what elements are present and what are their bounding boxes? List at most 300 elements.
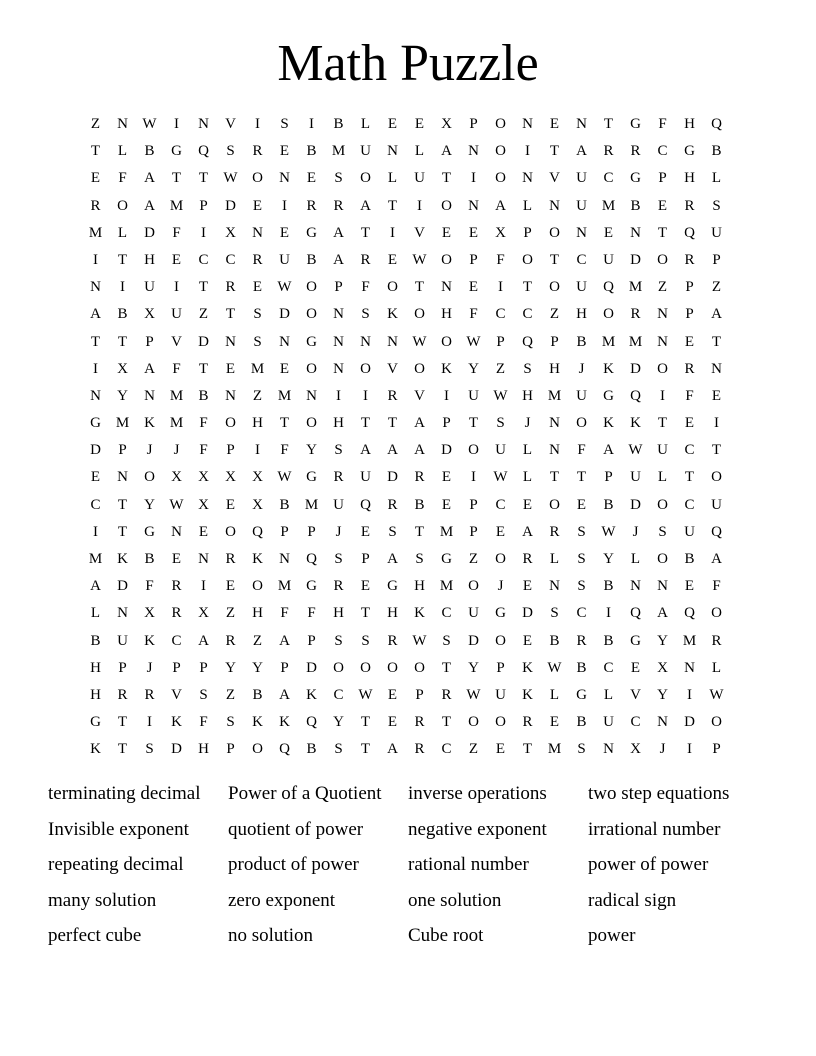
grid-letter[interactable]: R — [171, 578, 182, 595]
grid-letter[interactable]: R — [441, 686, 452, 703]
grid-letter[interactable]: E — [306, 170, 317, 187]
grid-letter[interactable]: G — [630, 170, 641, 187]
grid-letter[interactable]: P — [685, 306, 694, 323]
grid-letter[interactable]: R — [630, 306, 641, 323]
grid-letter[interactable]: N — [441, 279, 452, 296]
grid-letter[interactable]: U — [468, 387, 479, 404]
grid-letter[interactable]: N — [711, 360, 722, 377]
grid-letter[interactable]: J — [335, 523, 342, 540]
grid-letter[interactable]: R — [333, 197, 344, 214]
grid-letter[interactable]: N — [252, 224, 263, 241]
grid-letter[interactable]: O — [360, 170, 371, 187]
grid-letter[interactable]: Q — [603, 279, 614, 296]
grid-letter[interactable]: O — [306, 360, 317, 377]
grid-letter[interactable]: F — [118, 170, 127, 187]
grid-letter[interactable]: F — [685, 387, 694, 404]
grid-letter[interactable]: C — [603, 659, 614, 676]
grid-letter[interactable]: M — [628, 333, 643, 350]
grid-letter[interactable]: T — [360, 741, 371, 758]
grid-letter[interactable]: Z — [468, 741, 479, 758]
grid-letter[interactable]: T — [225, 306, 236, 323]
grid-letter[interactable]: T — [657, 415, 668, 432]
grid-letter[interactable]: E — [711, 387, 722, 404]
grid-letter[interactable]: Z — [468, 551, 479, 567]
grid-letter[interactable]: A — [603, 442, 614, 459]
grid-letter[interactable]: K — [603, 360, 614, 377]
grid-letter[interactable]: K — [252, 551, 263, 567]
grid-letter[interactable]: W — [493, 469, 508, 486]
grid-letter[interactable]: D — [630, 496, 641, 513]
grid-letter[interactable]: S — [361, 632, 370, 649]
grid-letter[interactable]: N — [279, 170, 290, 187]
grid-letter[interactable]: O — [387, 659, 398, 676]
grid-letter[interactable]: Q — [252, 523, 263, 540]
grid-letter[interactable]: C — [657, 143, 668, 160]
grid-letter[interactable]: O — [468, 442, 479, 459]
grid-letter[interactable]: C — [171, 632, 182, 649]
grid-letter[interactable]: U — [711, 224, 722, 241]
grid-letter[interactable]: F — [577, 442, 586, 459]
grid-letter[interactable]: G — [90, 714, 101, 731]
grid-letter[interactable]: M — [547, 741, 562, 758]
grid-letter[interactable]: X — [225, 224, 236, 241]
grid-letter[interactable]: K — [117, 551, 128, 567]
grid-letter[interactable]: N — [657, 306, 668, 323]
grid-letter[interactable]: R — [414, 714, 425, 731]
grid-letter[interactable]: T — [414, 279, 425, 296]
grid-letter[interactable]: P — [280, 659, 289, 676]
grid-letter[interactable]: J — [497, 578, 504, 595]
grid-letter[interactable]: A — [144, 360, 155, 377]
grid-letter[interactable]: E — [468, 279, 479, 296]
grid-letter[interactable]: E — [441, 469, 452, 486]
grid-letter[interactable]: P — [145, 333, 154, 350]
grid-letter[interactable]: E — [441, 224, 452, 241]
grid-letter[interactable]: S — [253, 306, 262, 323]
grid-letter[interactable]: P — [172, 659, 181, 676]
grid-letter[interactable]: Y — [144, 496, 155, 513]
grid-letter[interactable]: A — [414, 415, 425, 432]
grid-letter[interactable]: S — [388, 523, 397, 540]
grid-letter[interactable]: T — [387, 415, 398, 432]
grid-letter[interactable]: N — [522, 116, 533, 132]
grid-letter[interactable]: L — [549, 551, 560, 567]
grid-letter[interactable]: T — [441, 714, 452, 731]
grid-letter[interactable]: O — [414, 306, 425, 323]
grid-letter[interactable]: G — [576, 686, 587, 703]
grid-letter[interactable]: R — [603, 143, 614, 160]
grid-letter[interactable]: O — [225, 523, 236, 540]
grid-letter[interactable]: X — [630, 741, 641, 758]
grid-letter[interactable]: D — [198, 333, 209, 350]
grid-letter[interactable]: L — [522, 442, 533, 459]
grid-letter[interactable]: O — [495, 116, 506, 132]
grid-letter[interactable]: P — [685, 279, 694, 296]
grid-letter[interactable]: M — [601, 333, 616, 350]
grid-letter[interactable]: G — [306, 333, 317, 350]
grid-letter[interactable]: H — [144, 251, 155, 268]
grid-letter[interactable]: N — [549, 197, 560, 214]
grid-letter[interactable]: T — [549, 469, 560, 486]
grid-letter[interactable]: O — [306, 306, 317, 323]
grid-letter[interactable]: N — [117, 605, 128, 622]
grid-letter[interactable]: S — [577, 551, 586, 567]
grid-letter[interactable]: I — [390, 224, 395, 241]
grid-letter[interactable]: O — [306, 279, 317, 296]
grid-letter[interactable]: L — [117, 224, 128, 241]
grid-letter[interactable]: L — [117, 143, 128, 160]
grid-letter[interactable]: I — [93, 523, 98, 540]
grid-letter[interactable]: N — [657, 714, 668, 731]
grid-letter[interactable]: O — [225, 415, 236, 432]
grid-letter[interactable]: P — [280, 523, 289, 540]
grid-letter[interactable]: Y — [468, 659, 479, 676]
grid-letter[interactable]: O — [441, 333, 452, 350]
grid-letter[interactable]: M — [169, 197, 184, 214]
grid-letter[interactable]: R — [225, 279, 236, 296]
grid-letter[interactable]: C — [576, 251, 587, 268]
grid-letter[interactable]: T — [360, 605, 371, 622]
grid-letter[interactable]: I — [93, 251, 98, 268]
grid-letter[interactable]: P — [118, 659, 127, 676]
grid-letter[interactable]: C — [630, 714, 641, 731]
grid-letter[interactable]: P — [496, 333, 505, 350]
grid-letter[interactable]: Y — [657, 632, 668, 649]
grid-letter[interactable]: E — [522, 578, 533, 595]
grid-letter[interactable]: N — [171, 523, 182, 540]
grid-letter[interactable]: H — [90, 686, 101, 703]
grid-letter[interactable]: E — [225, 360, 236, 377]
grid-letter[interactable]: Q — [684, 605, 695, 622]
grid-letter[interactable]: A — [144, 197, 155, 214]
grid-letter[interactable]: E — [576, 496, 587, 513]
grid-letter[interactable]: X — [198, 469, 209, 486]
grid-letter[interactable]: N — [90, 387, 101, 404]
grid-letter[interactable]: O — [117, 197, 128, 214]
grid-letter[interactable]: Z — [198, 306, 209, 323]
grid-letter[interactable]: S — [334, 551, 343, 567]
grid-letter[interactable]: Y — [306, 442, 317, 459]
grid-letter[interactable]: U — [414, 170, 425, 187]
grid-letter[interactable]: S — [415, 551, 424, 567]
grid-letter[interactable]: N — [657, 333, 668, 350]
grid-letter[interactable]: R — [522, 551, 533, 567]
grid-letter[interactable]: O — [387, 279, 398, 296]
grid-letter[interactable]: F — [199, 415, 208, 432]
grid-letter[interactable]: N — [198, 551, 209, 567]
grid-letter[interactable]: R — [576, 632, 587, 649]
grid-letter[interactable]: W — [709, 686, 724, 703]
grid-letter[interactable]: N — [225, 387, 236, 404]
grid-letter[interactable]: K — [603, 415, 614, 432]
grid-letter[interactable]: W — [628, 442, 643, 459]
grid-letter[interactable]: I — [93, 360, 98, 377]
grid-letter[interactable]: U — [603, 714, 614, 731]
grid-letter[interactable]: R — [387, 632, 398, 649]
grid-letter[interactable]: N — [630, 224, 641, 241]
grid-letter[interactable]: B — [279, 496, 290, 513]
grid-letter[interactable]: D — [387, 469, 398, 486]
grid-letter[interactable]: N — [144, 387, 155, 404]
grid-letter[interactable]: B — [414, 496, 425, 513]
grid-letter[interactable]: X — [441, 116, 452, 132]
grid-letter[interactable]: N — [333, 360, 344, 377]
grid-letter[interactable]: Y — [333, 714, 344, 731]
grid-letter[interactable]: X — [171, 469, 182, 486]
grid-letter[interactable]: N — [468, 197, 479, 214]
grid-letter[interactable]: O — [414, 360, 425, 377]
grid-letter[interactable]: H — [252, 605, 263, 622]
grid-letter[interactable]: I — [417, 197, 422, 214]
grid-letter[interactable]: H — [387, 605, 398, 622]
grid-letter[interactable]: Q — [684, 224, 695, 241]
grid-letter[interactable]: X — [657, 659, 668, 676]
grid-letter[interactable]: O — [360, 659, 371, 676]
grid-letter[interactable]: R — [414, 469, 425, 486]
grid-letter[interactable]: N — [90, 279, 101, 296]
grid-letter[interactable]: E — [387, 686, 398, 703]
grid-letter[interactable]: G — [684, 143, 695, 160]
grid-letter[interactable]: Q — [360, 496, 371, 513]
grid-letter[interactable]: U — [684, 523, 695, 540]
grid-letter[interactable]: D — [468, 632, 479, 649]
grid-letter[interactable]: Y — [252, 659, 263, 676]
grid-letter[interactable]: N — [387, 333, 398, 350]
grid-letter[interactable]: N — [117, 116, 128, 132]
grid-letter[interactable]: E — [387, 714, 398, 731]
grid-letter[interactable]: M — [277, 578, 292, 595]
grid-letter[interactable]: R — [684, 197, 695, 214]
grid-letter[interactable]: V — [171, 333, 182, 350]
grid-letter[interactable]: D — [306, 659, 317, 676]
grid-letter[interactable]: O — [495, 551, 506, 567]
grid-letter[interactable]: K — [144, 415, 155, 432]
grid-letter[interactable]: S — [145, 741, 154, 758]
grid-letter[interactable]: U — [171, 306, 182, 323]
grid-letter[interactable]: W — [493, 387, 508, 404]
grid-letter[interactable]: A — [360, 197, 371, 214]
grid-letter[interactable]: R — [333, 578, 344, 595]
grid-letter[interactable]: A — [333, 224, 344, 241]
grid-letter[interactable]: S — [658, 523, 667, 540]
grid-letter[interactable]: D — [279, 306, 290, 323]
grid-letter[interactable]: T — [657, 224, 668, 241]
grid-letter[interactable]: K — [414, 605, 425, 622]
grid-letter[interactable]: O — [468, 714, 479, 731]
grid-letter[interactable]: T — [468, 415, 479, 432]
grid-letter[interactable]: M — [331, 143, 346, 160]
grid-letter[interactable]: B — [90, 632, 101, 649]
grid-letter[interactable]: K — [387, 306, 398, 323]
grid-letter[interactable]: S — [577, 523, 586, 540]
grid-letter[interactable]: X — [198, 605, 209, 622]
grid-letter[interactable]: I — [498, 279, 503, 296]
grid-letter[interactable]: G — [603, 387, 614, 404]
grid-letter[interactable]: R — [117, 686, 128, 703]
grid-letter[interactable]: I — [282, 197, 287, 214]
grid-letter[interactable]: L — [522, 469, 533, 486]
grid-letter[interactable]: X — [225, 469, 236, 486]
grid-letter[interactable]: H — [549, 360, 560, 377]
grid-letter[interactable]: A — [144, 170, 155, 187]
grid-letter[interactable]: R — [225, 551, 236, 567]
grid-letter[interactable]: F — [658, 116, 667, 132]
grid-letter[interactable]: E — [684, 333, 695, 350]
grid-letter[interactable]: T — [198, 360, 209, 377]
grid-letter[interactable]: A — [387, 551, 398, 567]
grid-letter[interactable]: I — [660, 387, 665, 404]
grid-letter[interactable]: R — [144, 686, 155, 703]
grid-letter[interactable]: L — [387, 170, 398, 187]
grid-letter[interactable]: J — [146, 659, 153, 676]
grid-letter[interactable]: T — [360, 224, 371, 241]
grid-letter[interactable]: C — [198, 251, 209, 268]
grid-letter[interactable]: P — [226, 741, 235, 758]
grid-letter[interactable]: T — [711, 442, 722, 459]
grid-letter[interactable]: S — [577, 578, 586, 595]
grid-letter[interactable]: T — [90, 143, 101, 160]
grid-letter[interactable]: N — [549, 442, 560, 459]
grid-letter[interactable]: B — [333, 116, 344, 132]
grid-letter[interactable]: D — [171, 741, 182, 758]
grid-letter[interactable]: T — [117, 714, 128, 731]
grid-letter[interactable]: P — [469, 251, 478, 268]
grid-letter[interactable]: D — [630, 251, 641, 268]
grid-letter[interactable]: R — [360, 251, 371, 268]
grid-letter[interactable]: G — [630, 116, 641, 132]
grid-letter[interactable]: T — [522, 279, 533, 296]
grid-letter[interactable]: F — [199, 442, 208, 459]
grid-letter[interactable]: M — [439, 523, 454, 540]
grid-letter[interactable]: P — [550, 333, 559, 350]
grid-letter[interactable]: B — [198, 387, 209, 404]
grid-letter[interactable]: W — [358, 686, 373, 703]
grid-letter[interactable]: R — [306, 197, 317, 214]
grid-letter[interactable]: V — [414, 224, 425, 241]
grid-letter[interactable]: H — [198, 741, 209, 758]
grid-letter[interactable]: E — [684, 578, 695, 595]
grid-letter[interactable]: Z — [495, 360, 506, 377]
grid-letter[interactable]: O — [657, 251, 668, 268]
grid-letter[interactable]: F — [172, 224, 181, 241]
grid-letter[interactable]: B — [576, 714, 587, 731]
grid-letter[interactable]: E — [171, 251, 182, 268]
grid-letter[interactable]: P — [658, 170, 667, 187]
grid-letter[interactable]: R — [711, 632, 722, 649]
grid-letter[interactable]: Y — [117, 387, 128, 404]
grid-letter[interactable]: D — [90, 442, 101, 459]
grid-letter[interactable]: E — [630, 659, 641, 676]
grid-letter[interactable]: W — [601, 523, 616, 540]
grid-letter[interactable]: Z — [657, 279, 668, 296]
grid-letter[interactable]: Q — [306, 714, 317, 731]
grid-letter[interactable]: S — [577, 741, 586, 758]
grid-letter[interactable]: Q — [630, 387, 641, 404]
grid-letter[interactable]: R — [684, 251, 695, 268]
grid-letter[interactable]: O — [360, 360, 371, 377]
grid-letter[interactable]: L — [630, 551, 641, 567]
grid-letter[interactable]: Z — [252, 387, 263, 404]
grid-letter[interactable]: P — [604, 469, 613, 486]
grid-letter[interactable]: S — [496, 415, 505, 432]
grid-letter[interactable]: E — [495, 523, 506, 540]
grid-letter[interactable]: D — [522, 605, 533, 622]
grid-letter[interactable]: E — [225, 496, 236, 513]
grid-letter[interactable]: T — [441, 170, 452, 187]
grid-letter[interactable]: E — [441, 496, 452, 513]
grid-letter[interactable]: N — [306, 387, 317, 404]
grid-letter[interactable]: T — [117, 251, 128, 268]
grid-letter[interactable]: K — [279, 714, 290, 731]
grid-letter[interactable]: F — [361, 279, 370, 296]
grid-letter[interactable]: E — [549, 714, 560, 731]
grid-letter[interactable]: P — [307, 632, 316, 649]
grid-letter[interactable]: A — [198, 632, 209, 649]
grid-letter[interactable]: C — [576, 605, 587, 622]
grid-letter[interactable]: T — [522, 741, 533, 758]
grid-letter[interactable]: X — [144, 605, 155, 622]
grid-letter[interactable]: G — [630, 632, 641, 649]
grid-letter[interactable]: Q — [198, 143, 209, 160]
grid-letter[interactable]: N — [117, 469, 128, 486]
grid-letter[interactable]: V — [387, 360, 398, 377]
grid-letter[interactable]: N — [468, 143, 479, 160]
grid-letter[interactable]: E — [414, 116, 425, 132]
grid-letter[interactable]: S — [712, 197, 721, 214]
grid-letter[interactable]: P — [469, 116, 478, 132]
grid-letter[interactable]: M — [277, 387, 292, 404]
grid-letter[interactable]: C — [603, 170, 614, 187]
grid-letter[interactable]: Y — [657, 686, 668, 703]
grid-letter[interactable]: R — [171, 605, 182, 622]
grid-letter[interactable]: N — [576, 224, 587, 241]
grid-letter[interactable]: S — [253, 333, 262, 350]
grid-letter[interactable]: B — [576, 333, 587, 350]
grid-letter[interactable]: Y — [603, 551, 614, 567]
grid-letter[interactable]: A — [360, 442, 371, 459]
grid-letter[interactable]: I — [336, 387, 341, 404]
grid-letter[interactable]: P — [415, 686, 424, 703]
grid-letter[interactable]: O — [549, 496, 560, 513]
grid-letter[interactable]: G — [306, 224, 317, 241]
grid-letter[interactable]: U — [468, 605, 479, 622]
grid-letter[interactable]: O — [306, 415, 317, 432]
grid-letter[interactable]: I — [309, 116, 314, 132]
grid-letter[interactable]: T — [360, 415, 371, 432]
grid-letter[interactable]: U — [630, 469, 641, 486]
grid-letter[interactable]: R — [333, 469, 344, 486]
grid-letter[interactable]: D — [225, 197, 236, 214]
grid-letter[interactable]: Y — [468, 360, 479, 377]
grid-letter[interactable]: U — [279, 251, 290, 268]
grid-letter[interactable]: R — [90, 197, 101, 214]
grid-letter[interactable]: T — [711, 333, 722, 350]
grid-letter[interactable]: E — [279, 360, 290, 377]
grid-letter[interactable]: R — [414, 741, 425, 758]
grid-letter[interactable]: A — [279, 632, 290, 649]
grid-letter[interactable]: W — [277, 279, 292, 296]
grid-letter[interactable]: W — [412, 632, 427, 649]
grid-letter[interactable]: N — [360, 333, 371, 350]
grid-letter[interactable]: I — [606, 605, 611, 622]
grid-letter[interactable]: N — [279, 551, 290, 567]
grid-letter[interactable]: A — [90, 306, 101, 323]
grid-letter[interactable]: V — [225, 116, 236, 132]
grid-letter[interactable]: I — [363, 387, 368, 404]
grid-letter[interactable]: T — [360, 714, 371, 731]
grid-letter[interactable]: K — [90, 741, 101, 758]
grid-letter[interactable]: O — [522, 251, 533, 268]
